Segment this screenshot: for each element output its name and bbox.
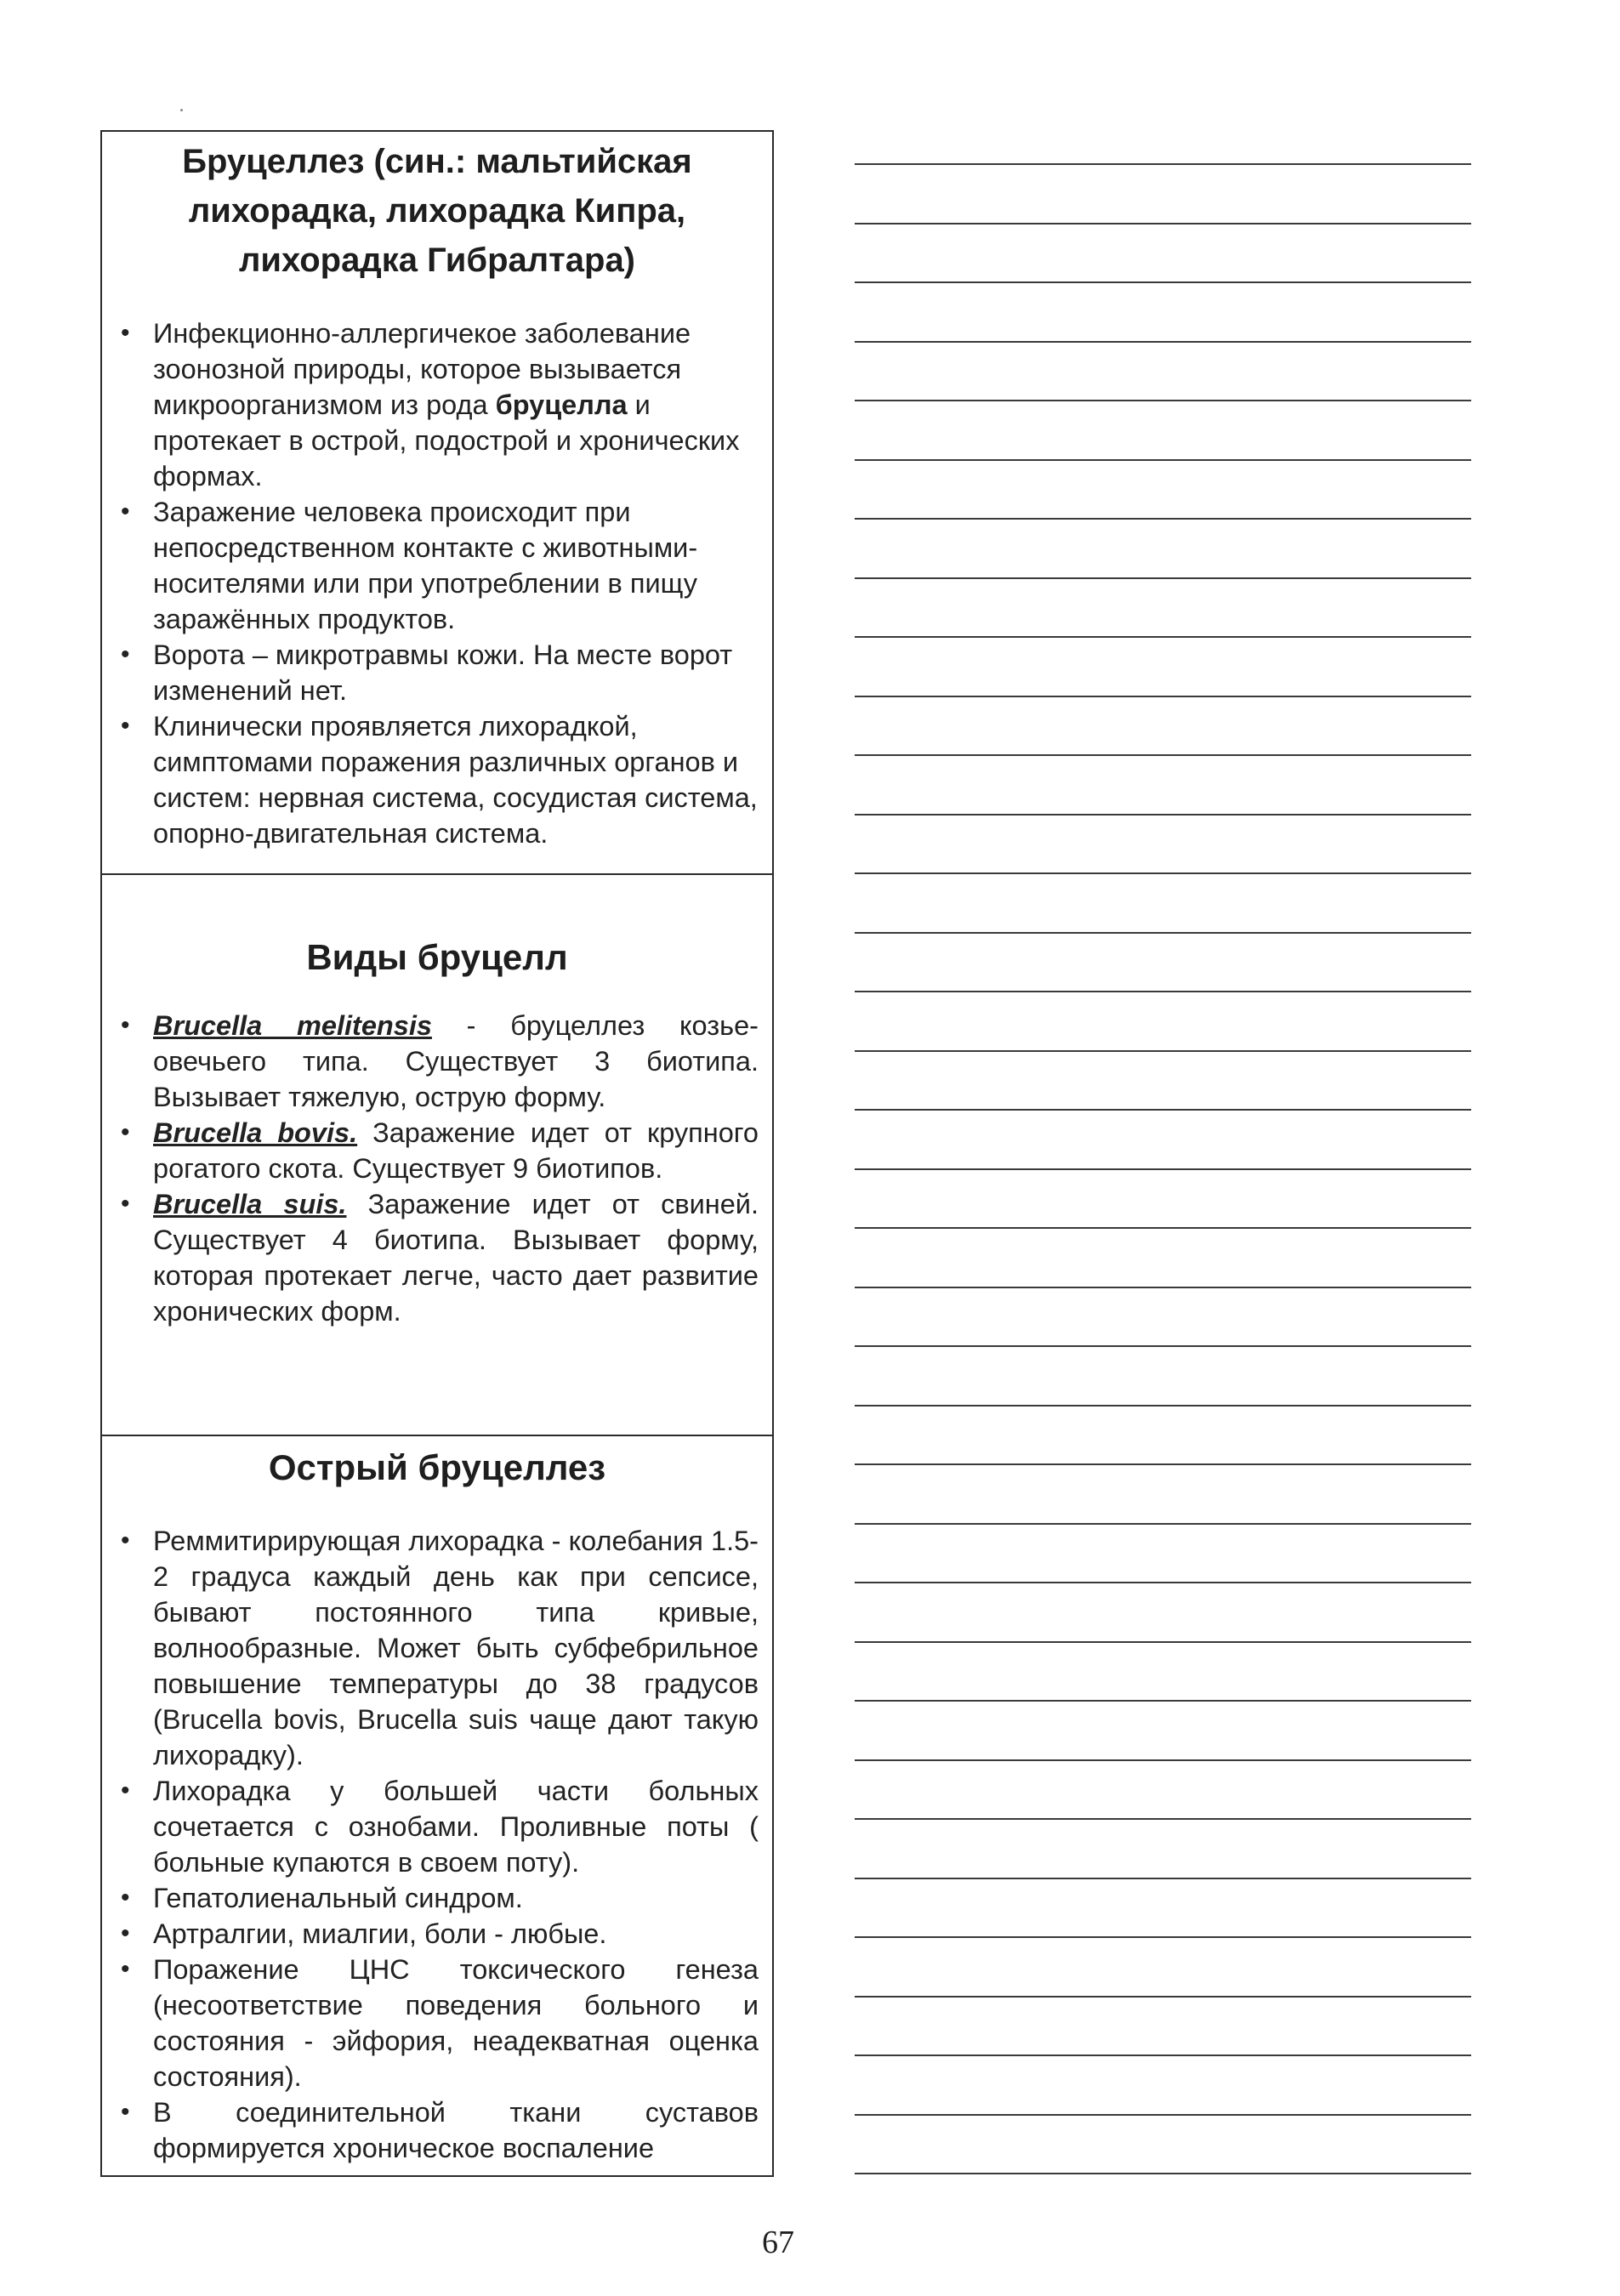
note-line	[855, 223, 1471, 224]
note-line	[855, 1287, 1471, 1288]
list-item: • Реммитирирующая лихорадка - колебания 1.5-2 градуса каждый день как при сепсисе, бывают постоянного типа кривые, волнообразные. Может быть субфебрильное повышение температуры до 38 градусов (Brucella bovis, Brucella suis чаще дают такую лихорадку).	[102, 1523, 772, 1773]
item-text: Заражение идет от крупного рогатого скота. Существует 9 биотипов.	[153, 1117, 759, 1184]
note-line	[855, 991, 1471, 992]
species-name: Brucella melitensis	[153, 1010, 432, 1041]
note-line	[855, 1227, 1471, 1229]
note-line	[855, 1523, 1471, 1525]
list-item: • Артралгии, миалгии, боли - любые.	[102, 1916, 772, 1952]
species-name: Brucella suis.	[153, 1189, 347, 1219]
note-line	[855, 1759, 1471, 1761]
item-bold-term: бруцелла	[495, 389, 628, 420]
note-line	[855, 163, 1471, 165]
bullet-list	[102, 1523, 772, 2166]
list-item: • В соединительной ткани суставов формируется хроническое воспаление	[102, 2094, 772, 2166]
note-line	[855, 459, 1471, 461]
note-line	[855, 577, 1471, 579]
note-line	[855, 1050, 1471, 1052]
card-title: Бруцеллез (син.: мальтийская лихорадка, лихорадка Кипра, лихорадка Гибралтара)	[182, 143, 692, 279]
card-title: Острый бруцеллез	[268, 1447, 606, 1487]
note-line	[855, 814, 1471, 816]
list-item: • Поражение ЦНС токсического генеза (несоответствие поведения больного и состояния - эйфория, неадекватная оценка состояния).	[102, 1952, 772, 2094]
note-line	[855, 281, 1471, 283]
note-line	[855, 1168, 1471, 1170]
list-item: • Клинически проявляется лихорадкой, симптомами поражения различных органов и систем: нервная система, сосудистая система, опорно-двигательная система.	[102, 708, 772, 851]
note-line	[855, 754, 1471, 756]
item-text: и протекает в острой, подострой и хронических формах.	[153, 389, 740, 492]
item-text: Инфекционно-аллергичекое заболевание зоонозной природы, которое вызывается микроорганизмом из рода	[153, 318, 691, 420]
bullet-list	[102, 1008, 772, 1329]
page-number: 67	[762, 2225, 794, 2260]
list-item	[102, 1008, 772, 1115]
note-line	[855, 1996, 1471, 1998]
list-item: • Ворота – микротравмы кожи. На месте ворот изменений нет.	[102, 637, 772, 708]
note-line	[855, 872, 1471, 874]
note-line	[855, 341, 1471, 343]
note-line	[855, 2114, 1471, 2116]
note-line	[855, 2054, 1471, 2056]
card-title: Виды бруцелл	[306, 937, 568, 977]
list-item: • Заражение человека происходит при непосредственном контакте с животными-носителями или при употреблении в пищу заражённых продуктов.	[102, 494, 772, 637]
note-lines	[855, 163, 1471, 2232]
list-item	[102, 315, 772, 494]
card-brucellosis-definition	[100, 130, 774, 875]
note-line	[855, 1463, 1471, 1465]
note-line	[855, 1405, 1471, 1407]
bullet-list	[102, 315, 772, 851]
note-line	[855, 1818, 1471, 1820]
note-line	[855, 400, 1471, 401]
list-item	[102, 1115, 772, 1186]
list-item: • Лихорадка у большей части больных сочетается с ознобами. Проливные поты ( больные купаются в своем поту).	[102, 1773, 772, 1880]
card-brucella-species	[100, 873, 774, 1436]
note-line	[855, 1345, 1471, 1347]
note-line	[855, 1700, 1471, 1702]
note-line	[855, 1109, 1471, 1111]
note-line	[855, 636, 1471, 638]
item-text: - бруцеллез козье-овечьего типа. Существует 3 биотипа. Вызывает тяжелую, острую форму.	[153, 1010, 759, 1112]
note-line	[855, 696, 1471, 697]
note-line	[855, 1878, 1471, 1879]
note-line	[855, 1936, 1471, 1938]
note-line	[855, 2173, 1471, 2174]
list-item: • Гепатолиенальный синдром.	[102, 1880, 772, 1916]
note-line	[855, 1582, 1471, 1583]
item-text: Заражение идет от свиней. Существует 4 биотипа. Вызывает форму, которая протекает легче, часто дает развитие хронических форм.	[153, 1189, 759, 1327]
species-name: Brucella bovis.	[153, 1117, 358, 1148]
note-line	[855, 1641, 1471, 1643]
scan-speck	[180, 109, 183, 111]
list-item	[102, 1186, 772, 1329]
note-line	[855, 518, 1471, 520]
note-line	[855, 932, 1471, 934]
card-acute-brucellosis	[100, 1435, 774, 2177]
